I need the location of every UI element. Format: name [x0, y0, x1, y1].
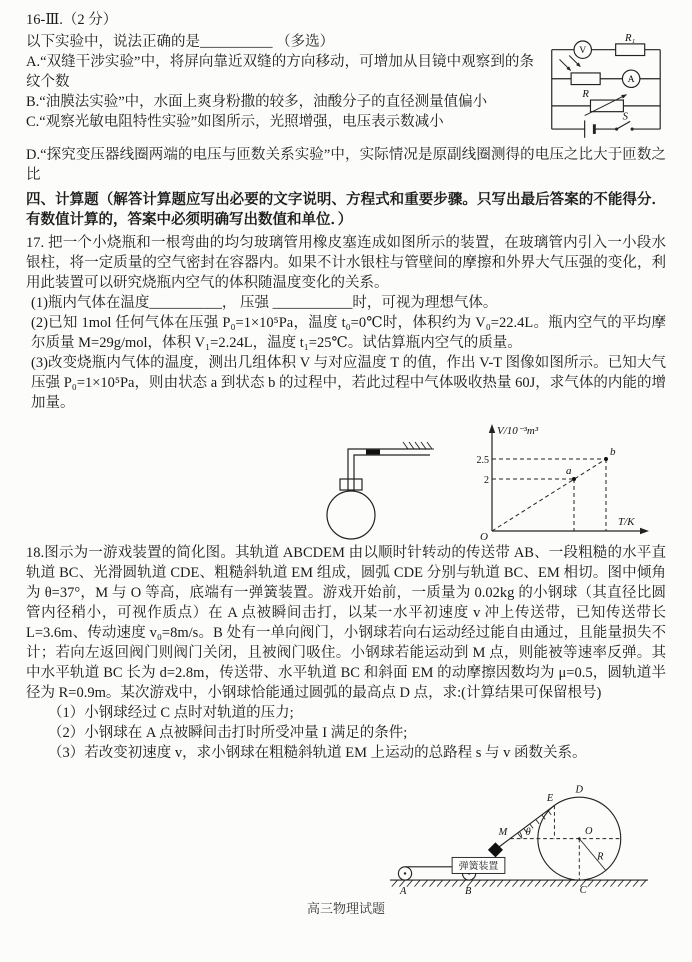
construction-lines	[492, 459, 606, 531]
photoresistor	[571, 73, 600, 85]
q17-part2: (2)已知 1mol 任何气体在压强 P₀=1×10⁵Pa，温度 t₀=0℃时，体积约为 V₀=22.4L。瓶内空气的平均摩尔质量 M=29g/mol，体积 V₁=2.24L，温度 t₁=25℃。试估算瓶内空气的质量。	[31, 315, 666, 351]
label-r: R	[597, 851, 604, 863]
label-m: M	[498, 826, 508, 838]
q18-part3: （3）若改变初速度 v，求小钢球在粗糙斜轨道 EM 上运动的总路程 s 与 v 函数关系。	[48, 745, 587, 761]
label-a: A	[399, 886, 407, 898]
graph-y-label: V/10⁻³m³	[497, 425, 539, 437]
voltmeter-label: V	[579, 45, 587, 57]
label-theta: θ	[525, 826, 531, 838]
ammeter-label: A	[627, 74, 635, 86]
battery-symbol	[585, 120, 595, 137]
q17-part3: (3)改变烧瓶内气体的温度，测出几组体积 V 与对应温度 T 的值，作出 V-T 图像如图所示。已知大气压强 P₀=1×10⁵Pa，则由状态 a 到状态 b 的过程中，若此过程中气体吸收热量 60J，求气体的内能的增加量。	[31, 355, 666, 411]
rubber-stopper	[340, 479, 362, 490]
page-footer	[26, 899, 666, 916]
flask-apparatus-figure	[314, 433, 440, 541]
q17-part1: (1)瓶内气体在温度__________， 压强 ___________时，可视为理想气体。	[31, 295, 498, 311]
mercury-column	[366, 450, 380, 455]
q16-stem: 以下实验中，说法正确的是__________ （多选）	[26, 34, 335, 50]
label-d: D	[575, 784, 584, 796]
spring-device-icon	[488, 842, 503, 857]
glass-tube	[348, 449, 430, 491]
resistor-r1-label: R₁	[625, 32, 636, 44]
resistor-r-label: R	[582, 89, 589, 101]
q16-number: 16-Ⅲ.（2 分）	[26, 12, 118, 28]
vt-graph-figure	[466, 421, 652, 541]
q18-part2: （2）小钢球在 A 点被瞬间击打时所受冲量 I 满足的条件;	[48, 725, 408, 741]
footer-text: 高三物理试题	[306, 901, 385, 916]
q16-option-d: D.“探究变压器线圈两端的电压与匝数关系实验”中，实际情况是原副线圈测得的电压之比大于匝数之比	[26, 147, 666, 183]
q16-circuit-figure	[544, 32, 666, 141]
q17-intro: 17. 把一个小烧瓶和一根弯曲的均匀玻璃管用橡皮塞连成如图所示的装置，在玻璃管内引入一小段水银柱，将一定质量的空气密封在容器内。如果不计水银柱与管壁间的摩擦和外界大气压强的变化，利用此装置可以研究烧瓶内空气的体积随温度变化的关系。	[26, 235, 666, 291]
track-diagram	[386, 767, 652, 897]
q16-option-b: B.“油膜法实验”中，水面上爽身粉撒的较多，油酸分子的直径测量值偏小	[26, 94, 488, 110]
circuit-diagram	[544, 32, 666, 141]
switch-s-label: S	[622, 111, 628, 123]
graph-tick-2: 2	[484, 475, 489, 486]
resistor-r1	[616, 44, 645, 56]
point-b-dot	[604, 457, 608, 461]
point-a-dot	[572, 477, 576, 481]
q16-option-a: A.“双缝干涉实验”中，将屏向靠近双缝的方向移动，可增加从目镜中观察到的条纹个数	[26, 54, 534, 90]
q16-body	[26, 32, 666, 185]
label-b: B	[464, 886, 472, 898]
clamp-hatching	[403, 442, 434, 449]
section4-title: 四、计算题（解答计算题应写出必要的文字说明、方程式和重要步骤。只写出最后答案的不能得分．有数值计算的，答案中必须明确写出数值和单位．）	[26, 192, 666, 228]
graph-point-b-label: b	[610, 446, 616, 458]
label-e: E	[546, 792, 554, 804]
q18-part1: （1）小钢球经过 C 点时对轨道的压力;	[48, 705, 294, 721]
graph-point-a-label: a	[566, 465, 572, 477]
q18-block	[26, 543, 666, 897]
circuit-wires	[552, 50, 660, 129]
spring-label: 弹簧装置	[458, 861, 499, 873]
light-arrows-icon	[559, 56, 580, 71]
label-c: C	[579, 885, 587, 897]
graph-origin-label: O	[480, 531, 488, 543]
q17-figures	[26, 413, 666, 543]
graph-tick-2-5: 2.5	[476, 455, 489, 466]
switch-symbol	[615, 121, 634, 130]
q18-figure	[26, 763, 666, 897]
graph-x-label: T/K	[618, 516, 635, 528]
flask-body	[327, 479, 375, 539]
q18-intro: 18.图示为一游戏装置的简化图。其轨道 ABCDEM 由以顺时针转动的传送带 AB、一段粗糙的水平直轨道 BC、光滑圆轨道 CDE、粗糙斜轨道 EM 组成，圆弧 CDE 分别与轨道 BC、EM 相切。图中倾角为 θ=37°，M 与 O 等高，底端有一弹簧装置。游戏开始前，一质量为 0.02kg 的小钢球（其直径比圆管内径稍小，可视作质点）在 A 点被瞬间击打，以某一水平初速度 v 冲上传送带，已知传送带长 L=3.6m、传动速度 v₀=8m/s。B 处有一单向阀门，小钢球若向右运动经过能自由通过，且能量损失不计；若向左返回阀门则阀门关闭，且被阀门吸住。小钢球若能运动到 M 点，则能被等速率反弹。其中水平轨道 BC 长为 d=2.8m，传送带、水平轨道 BC 和斜面 EM 的动摩擦因数均为 μ=0.5，圆轨道半径为 R=0.9m。某次游戏中，小钢球恰能通过圆弧的最高点 D 点，求:(计算结果可保留根号)	[26, 545, 666, 701]
q16-option-c: C.“观察光敏电阻特性实验”如图所示，光照增强，电压表示数减小	[26, 114, 444, 130]
q17-block	[26, 233, 666, 543]
ground-hatching	[392, 880, 646, 887]
center-o-dot	[578, 837, 581, 840]
label-o: O	[584, 825, 593, 837]
